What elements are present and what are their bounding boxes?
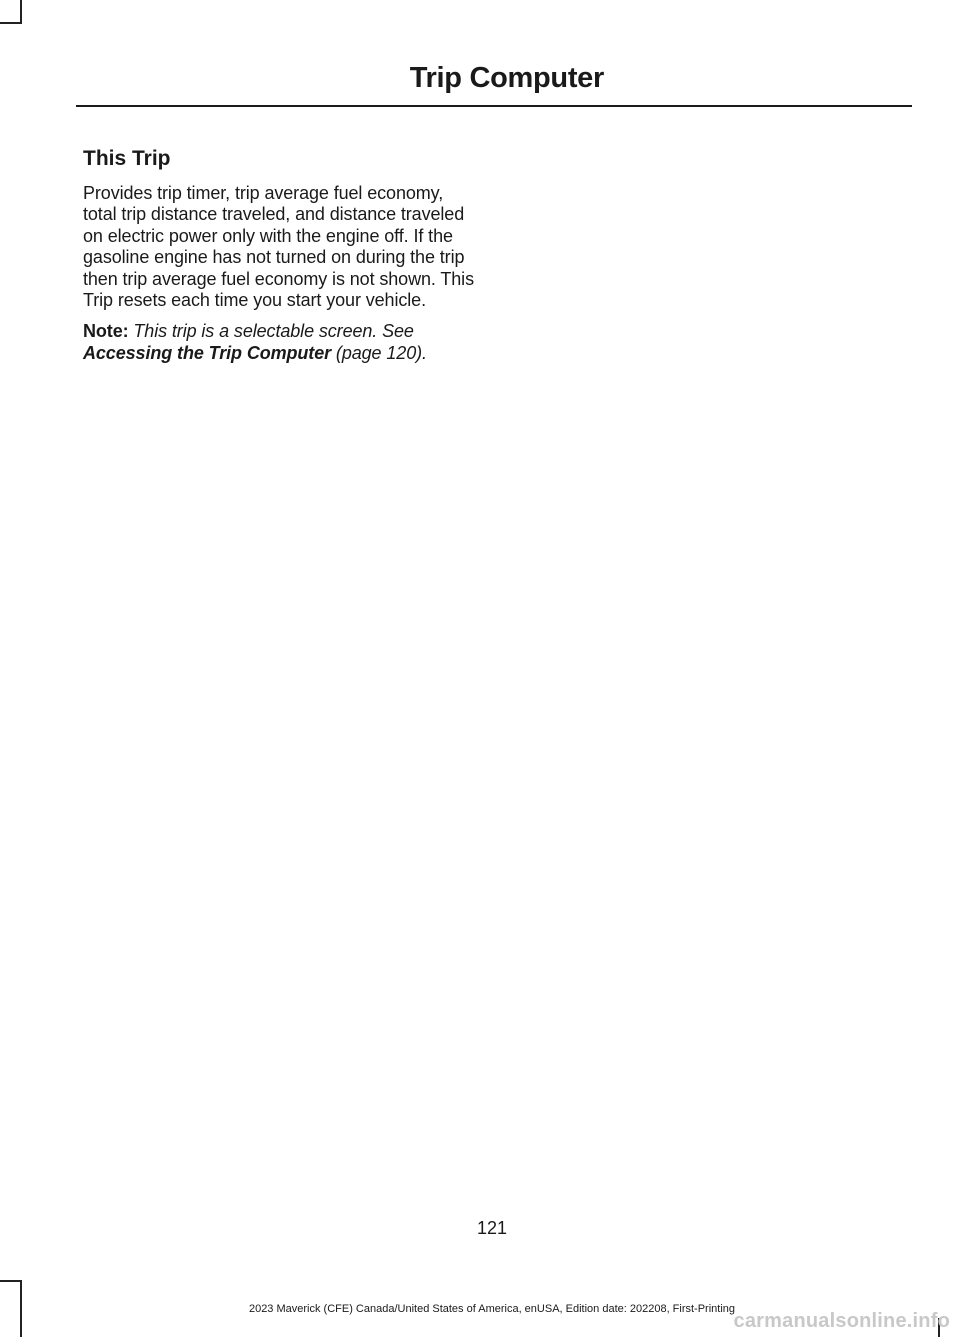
note-label: Note: [83, 321, 129, 342]
header-divider [76, 105, 912, 107]
content-column [83, 146, 475, 364]
note-paragraph [83, 321, 475, 364]
note-text: This trip is a selectable screen. See [128, 321, 414, 342]
page-reference: (page 120). [331, 342, 427, 363]
page-title: Trip Computer [409, 62, 604, 94]
cross-reference-link[interactable]: Accessing the Trip Computer [83, 342, 332, 363]
section-paragraph: Provides trip timer, trip average fuel economy, total trip distance traveled, and distance traveled on electric power only with the engine off. If the gasoline engine has not turned on during the trip then trip average fuel economy is not shown. This Trip resets each time you start your vehicle. [83, 183, 474, 311]
crop-mark-top-left-horizontal [0, 22, 22, 24]
crop-mark-top-left-vertical [20, 0, 22, 24]
section-heading: This Trip [83, 147, 171, 170]
watermark: carmanualsonline.info [733, 1310, 950, 1332]
page-number: 121 [476, 1218, 508, 1238]
crop-mark-bottom-left-horizontal [0, 1280, 22, 1282]
edition-footer: 2023 Maverick (CFE) Canada/United States of America, enUSA, Edition date: 202208, First-Printing [248, 1303, 736, 1315]
